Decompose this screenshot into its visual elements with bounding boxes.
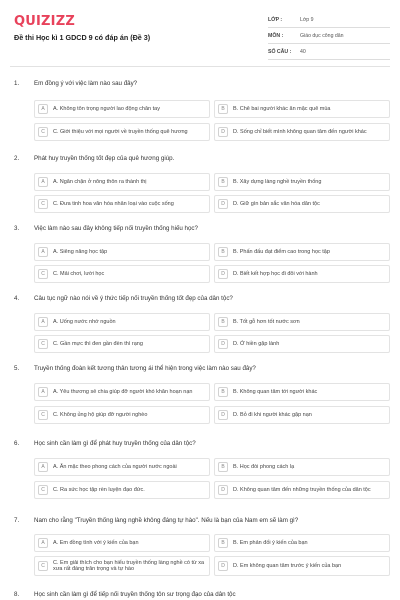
option-text: D. Sống chỉ biết mình không quan tâm đến người khác — [233, 128, 367, 135]
option-b[interactable] — [214, 313, 390, 331]
question-text: Học sinh cần làm gì để phát huy truyền thống của dân tộc? — [34, 440, 196, 447]
option-letter-badge: C — [38, 199, 48, 209]
question-text: Nam cho rằng "Truyền thống làng nghề không đáng tự hào". Nếu là bạn của Nam em sẽ làm gì? — [34, 517, 299, 524]
option-c[interactable] — [34, 406, 210, 424]
worksheet-meta — [268, 12, 390, 60]
meta-value: Lớp 9 — [300, 16, 314, 23]
question-number: 8. — [14, 591, 20, 598]
page-title: Đề thi Học kì 1 GDCD 9 có đáp án (Đề 3) — [14, 33, 151, 42]
option-text: A. Siêng năng học tập — [53, 248, 108, 255]
meta-value: Giáo dục công dân — [300, 32, 344, 39]
question-text: Câu tục ngữ nào nói về ý thức tiếp nối truyền thống tốt đẹp của dân tộc? — [34, 295, 233, 302]
option-letter-badge: B — [218, 104, 228, 114]
option-text: C. Ra sức học tập rèn luyện đạo đức. — [53, 486, 145, 493]
option-b[interactable] — [214, 173, 390, 191]
option-d[interactable] — [214, 265, 390, 283]
option-letter-badge: D — [218, 485, 228, 495]
option-c[interactable] — [34, 481, 210, 499]
option-letter-badge: A — [38, 462, 48, 472]
meta-value: 40 — [300, 48, 306, 55]
meta-label: MÔN : — [268, 32, 284, 39]
option-text: A. Ngăn chặn ở nông thôn ra thành thị — [53, 178, 147, 185]
quizizz-logo: QUIZIZZ — [14, 14, 75, 29]
option-letter-badge: D — [218, 410, 228, 420]
option-letter-badge: C — [38, 127, 48, 137]
option-text: B. Chê bai người khác ăn mặc quê mùa — [233, 105, 331, 112]
option-b[interactable] — [214, 243, 390, 261]
option-letter-badge: C — [38, 485, 48, 495]
option-d[interactable] — [214, 123, 390, 141]
option-c[interactable] — [34, 265, 210, 283]
option-text: A. Em đồng tình với ý kiến của bạn — [53, 539, 139, 546]
option-text: D. Giữ gìn bản sắc văn hóa dân tộc — [233, 200, 320, 207]
option-letter-badge: B — [218, 462, 228, 472]
option-text: C. Gần mực thì đen gần đèn thì rạng — [53, 340, 143, 347]
question-number: 6. — [14, 440, 20, 447]
option-text: D. Em không quan tâm trước ý kiến của bạn — [233, 562, 342, 569]
question-text: Phát huy truyền thống tốt đẹp của quê hương giúp. — [34, 155, 175, 162]
option-text: B. Phấn đấu đạt điểm cao trong học tập — [233, 248, 330, 255]
question-number: 1. — [14, 80, 20, 87]
option-letter-badge: B — [218, 177, 228, 187]
question-number: 2. — [14, 155, 20, 162]
option-text: B. Không quan tâm tới người khác — [233, 388, 318, 395]
option-a[interactable] — [34, 313, 210, 331]
option-b[interactable] — [214, 100, 390, 118]
option-text: C. Đưa tinh hoa văn hóa nhân loại vào cuộc sống — [53, 200, 174, 207]
question-text: Việc làm nào sau đây không tiếp nối truyền thống hiếu học? — [34, 225, 198, 232]
option-letter-badge: C — [38, 339, 48, 349]
meta-row-subject — [268, 28, 390, 44]
option-text: B. Tốt gỗ hơn tốt nước sơn — [233, 318, 300, 325]
option-d[interactable] — [214, 335, 390, 353]
meta-row-question-count — [268, 44, 390, 60]
option-letter-badge: D — [218, 127, 228, 137]
option-text: B. Xây dựng làng nghề truyền thống — [233, 178, 322, 185]
option-text: D. Biết kết hợp học đi đôi với hành — [233, 270, 318, 277]
option-text: B. Em phản đối ý kiến của bạn — [233, 539, 308, 546]
option-letter-badge: A — [38, 177, 48, 187]
option-letter-badge: B — [218, 247, 228, 257]
option-c[interactable] — [34, 123, 210, 141]
option-text: C. Không ủng hộ giúp đỡ người nghèo — [53, 411, 148, 418]
option-letter-badge: D — [218, 269, 228, 279]
question-number: 3. — [14, 225, 20, 232]
question-text: Truyền thống đoàn kết tương thân tương ái thể hiện trong việc làm nào sau đây? — [34, 365, 256, 372]
option-text: B. Học đòi phong cách lạ — [233, 463, 295, 470]
option-letter-badge: D — [218, 561, 228, 571]
option-text: A. Uống nước nhớ nguồn — [53, 318, 116, 325]
option-text: A. Yêu thương sẻ chia giúp đỡ người khó khăn hoạn nạn — [53, 388, 193, 395]
option-d[interactable] — [214, 556, 390, 576]
option-b[interactable] — [214, 383, 390, 401]
option-text: A. Không tôn trọng người lao động chân tay — [53, 105, 160, 112]
option-c[interactable] — [34, 556, 210, 576]
question-text: Em đồng ý với việc làm nào sau đây? — [34, 80, 138, 87]
question-text: Học sinh cần làm gì để tiếp nối truyền thống tôn sư trọng đạo của dân tộc — [34, 591, 236, 598]
option-a[interactable] — [34, 534, 210, 552]
option-a[interactable] — [34, 383, 210, 401]
option-d[interactable] — [214, 195, 390, 213]
option-text: D. Không quan tâm đến những truyền thống của dân tộc — [233, 486, 371, 493]
meta-label: SỐ CÂU : — [268, 48, 292, 55]
option-letter-badge: C — [38, 410, 48, 420]
option-b[interactable] — [214, 534, 390, 552]
option-letter-badge: B — [218, 538, 228, 548]
option-letter-badge: A — [38, 387, 48, 397]
option-a[interactable] — [34, 100, 210, 118]
option-d[interactable] — [214, 481, 390, 499]
option-letter-badge: C — [38, 561, 48, 571]
option-letter-badge: D — [218, 339, 228, 349]
option-text: D. Ở hiền gặp lành — [233, 340, 280, 347]
option-text: D. Bỏ đi khi người khác gặp nạn — [233, 411, 312, 418]
option-letter-badge: B — [218, 387, 228, 397]
option-letter-badge: A — [38, 317, 48, 327]
option-d[interactable] — [214, 406, 390, 424]
question-number: 4. — [14, 295, 20, 302]
option-letter-badge: A — [38, 247, 48, 257]
option-a[interactable] — [34, 243, 210, 261]
meta-label: LỚP : — [268, 16, 283, 23]
question-number: 7. — [14, 517, 20, 524]
option-letter-badge: A — [38, 104, 48, 114]
option-a[interactable] — [34, 173, 210, 191]
question-number: 5. — [14, 365, 20, 372]
option-letter-badge: C — [38, 269, 48, 279]
option-letter-badge: B — [218, 317, 228, 327]
option-text: C. Em giải thích cho bạn hiểu truyền thống làng nghề có từ xa xưa rất đáng trân trọng và tự hào — [53, 559, 205, 572]
option-a[interactable] — [34, 458, 210, 476]
meta-row-grade — [268, 12, 390, 28]
option-b[interactable] — [214, 458, 390, 476]
option-text: A. Ăn mặc theo phong cách của người nước ngoài — [53, 463, 177, 470]
option-letter-badge: D — [218, 199, 228, 209]
option-c[interactable] — [34, 335, 210, 353]
option-text: C. Giới thiệu với mọi người về truyền thống quê hương — [53, 128, 188, 135]
option-letter-badge: A — [38, 538, 48, 548]
option-text: C. Mải chơi, lười học — [53, 270, 105, 277]
option-c[interactable] — [34, 195, 210, 213]
header-divider — [10, 66, 390, 67]
